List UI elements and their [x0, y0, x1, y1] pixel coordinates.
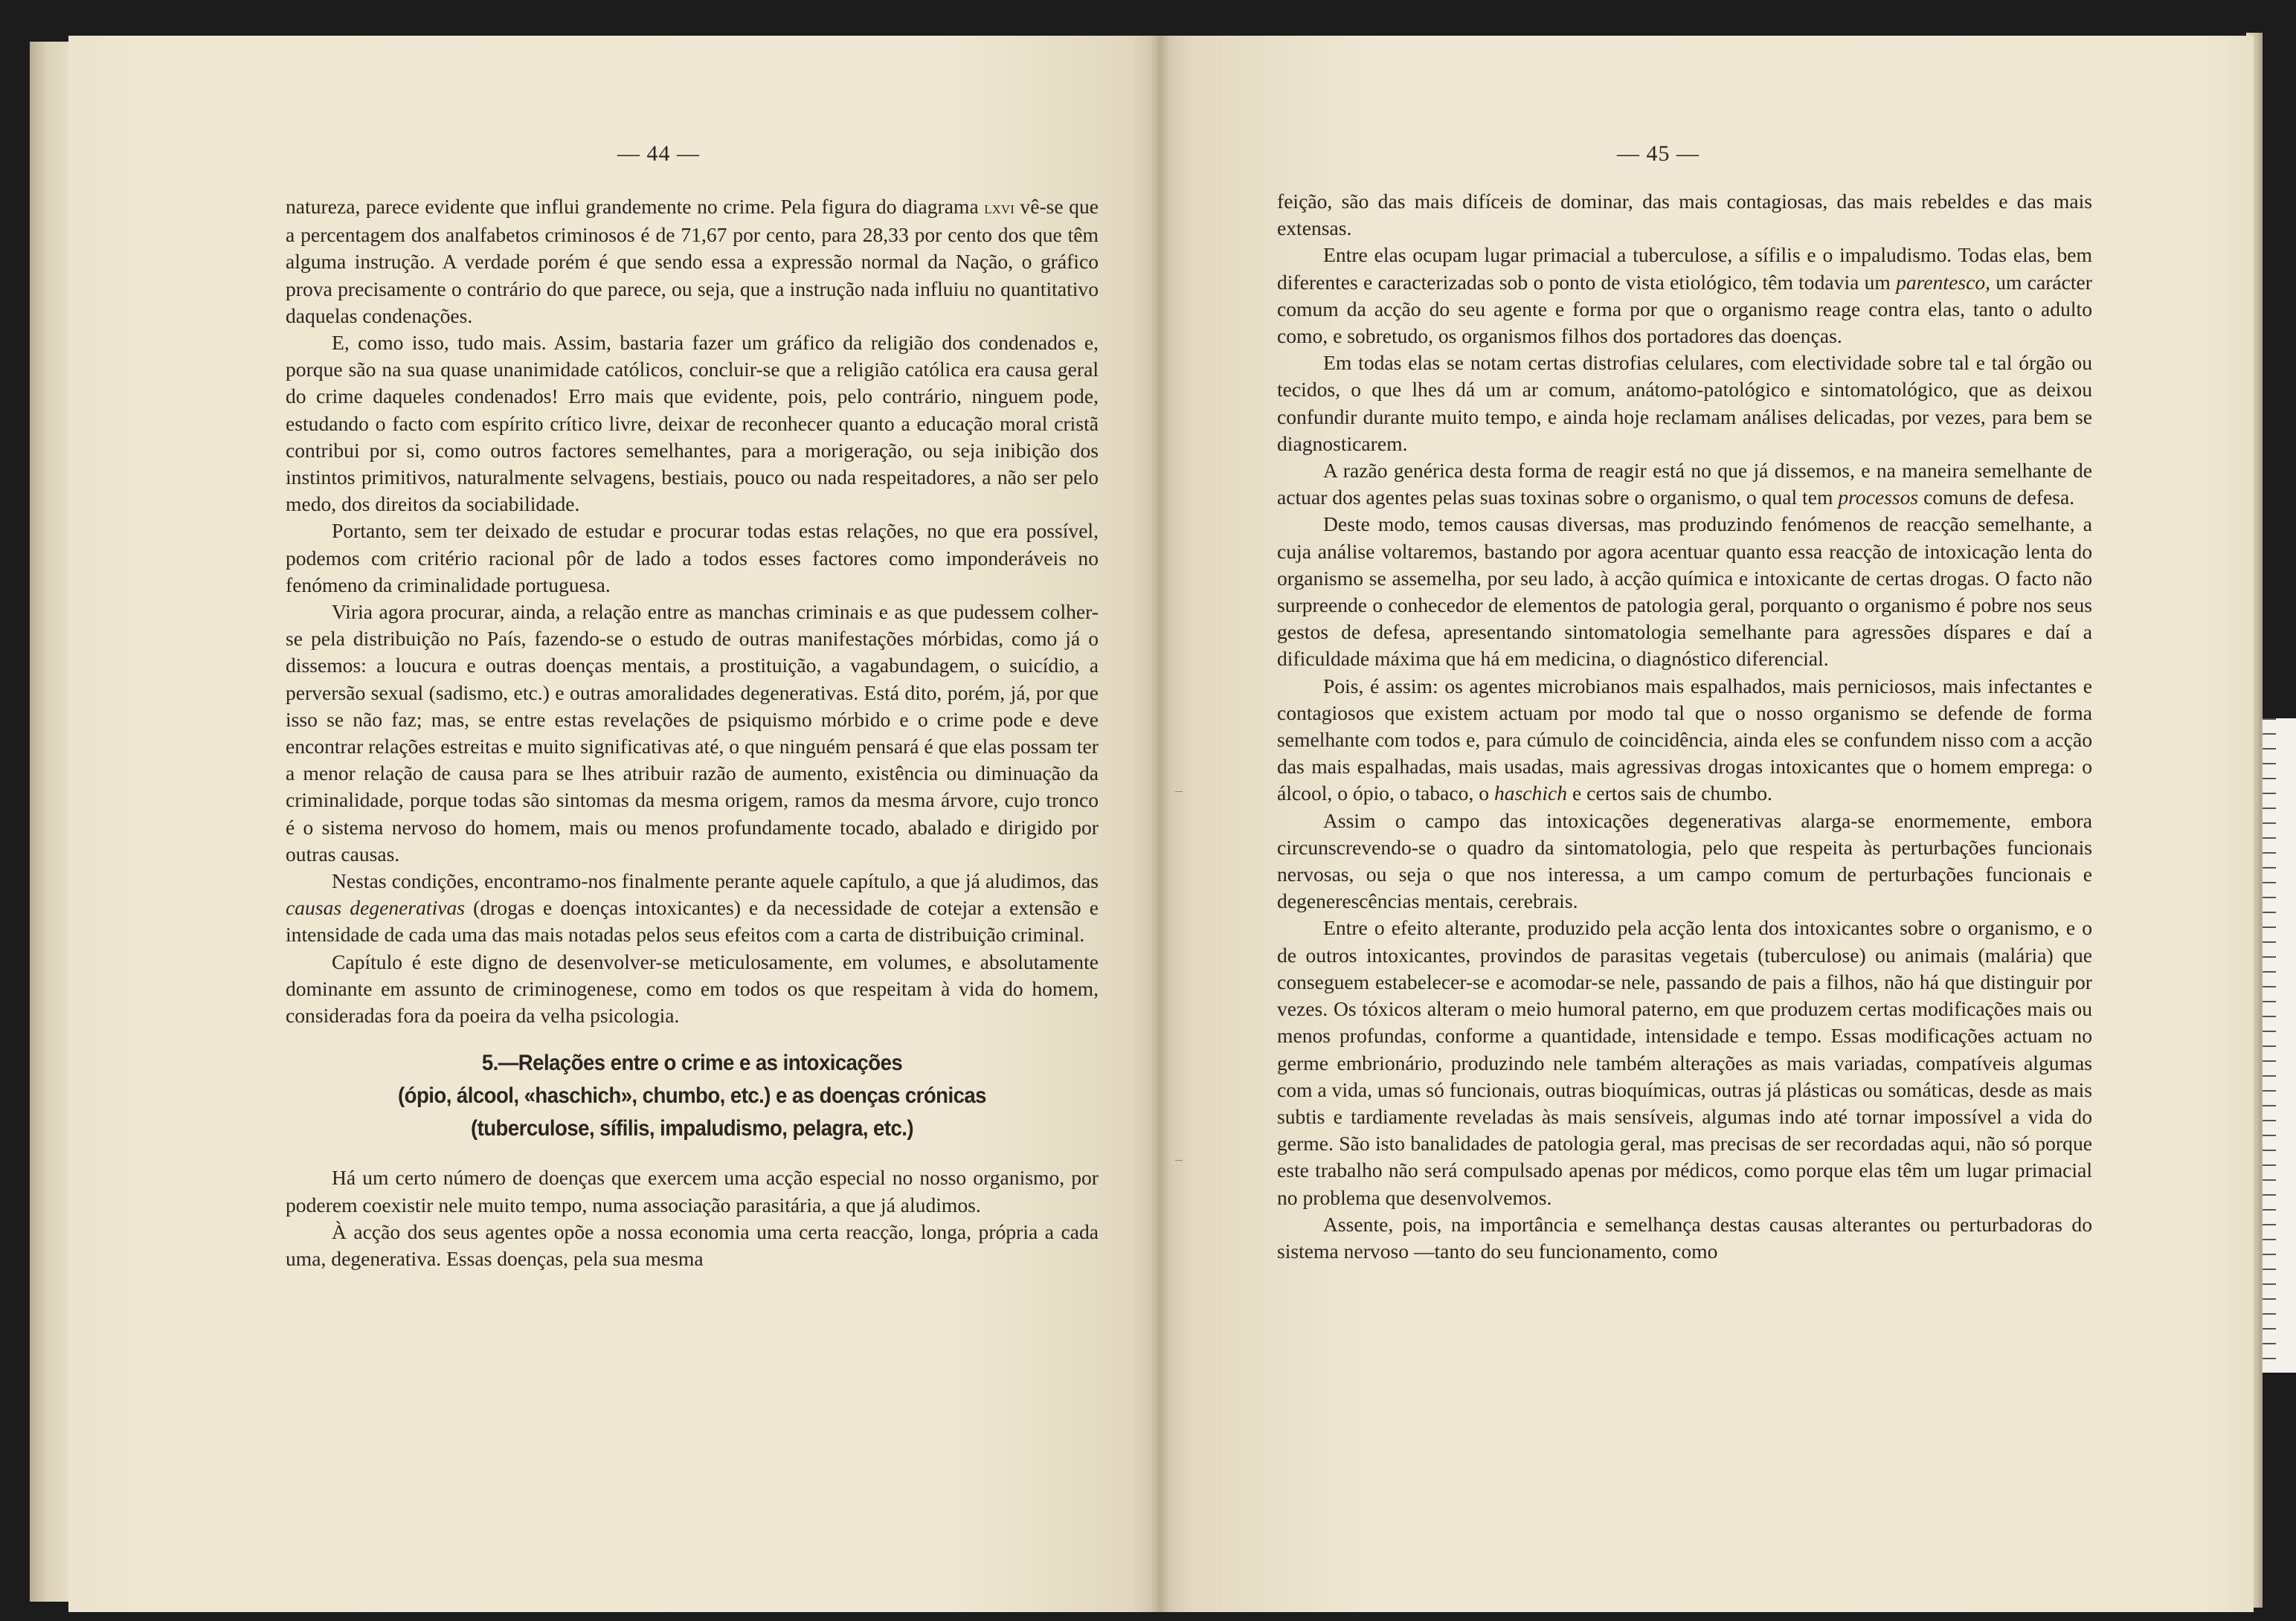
paragraph: Entre elas ocupam lugar primacial a tuberculose, a sífilis e o impaludismo. Todas elas, bem diferentes e caracterizadas sob o ponto de vista etiológico, têm todavia um parentesco, um carácter comum da acção do seu agente e forma por que o organismo reage contra elas, tanto o adulto como, e sobretudo, os organismos filhos dos portadores das doenças.	[1277, 243, 2092, 348]
color-scale-strip	[2262, 718, 2296, 1373]
paragraph: feição, são das mais difíceis de dominar, das mais contagiosas, das mais rebeldes e das mais extensas.	[1277, 190, 2092, 240]
paragraph: A razão genérica desta forma de reagir está no que já dissemos, e na maneira semelhante de actuar dos agentes pelas suas toxinas sobre o organismo, o qual tem processos comuns de defesa.	[1277, 459, 2092, 509]
left-page	[68, 36, 1160, 1612]
paragraph: Pois, é assim: os agentes microbianos mais espalhados, mais perniciosos, mais infectantes e contagiosos que existem actuam por modo tal que o nosso organismo se defende de forma semelhante com todos e, para cúmulo de coincidência, ainda eles se confundem nisso com a acção das mais espalhadas, mais usadas, mais agressivas drogas intoxicantes que o homem emprega: o álcool, o ópio, o tabaco, o haschich e certos sais de chumbo.	[1277, 674, 2092, 805]
paragraph: À acção dos seus agentes opõe a nossa economia uma certa reacção, longa, própria a cada uma, degenerativa. Essas doenças, pela sua mesma	[286, 1219, 1099, 1270]
page-stack-edge-left	[30, 42, 74, 1602]
paragraph: Há um certo número de doenças que exercem uma acção especial no nosso organismo, por poderem coexistir nele muito tempo, numa associação parasitária, a que já aludimos.	[286, 1166, 1099, 1216]
paragraph: Nestas condições, encontramo-nos finalmente perante aquele capítulo, a que já aludimos, das causas degenerativas (drogas e doenças intoxicantes) e da necessidade de cotejar a extensão e intensidade de cada uma das mais notadas pelos seus efeitos com a carta de distribuição criminal.	[286, 869, 1099, 947]
paragraph: Viria agora procurar, ainda, a relação entre as manchas criminais e as que pudessem colher-se pela distribuição no País, fazendo-se o estudo de outras manifestações mórbidas, como já o dissemos: a loucura e outras doenças mentais, a prostituição, a vagabundagem, o suicídio, a perversão sexual (sadismo, etc.) e outras amoralidades degenerativas. Está dito, porém, já, por que isso se não faz; mas, se entre estas revelações de psiquismo mórbido e o crime pode e deve encontrar relações estreitas e muito significativas até, o que ninguém pensará é que elas possam ter a menor relação de causa para se lhes atribuir razão de aumento, existência ou diminuação da criminalidade, porque todas são sintomas da mesma origem, ramos da mesma árvore, cujo tronco é o sistema nervoso do homem, mais ou menos profundamente tocado, abalado e dirigido por outras causas.	[286, 600, 1099, 866]
section-heading: 5.—Relações entre o crime e as intoxicações (ópio, álcool, «haschich», chumbo, etc.) e as doenças crónicas (tuberculose, sífilis, impaludismo, pelagra, etc.)	[398, 1051, 986, 1141]
italic-term: processos	[1838, 486, 1919, 509]
left-page-body	[286, 193, 1099, 1272]
roman-numeral: lxvi	[984, 199, 1014, 218]
italic-term: parentesco,	[1896, 270, 1991, 294]
paragraph: Assente, pois, na importância e semelhança destas causas alterantes ou perturbadoras do sistema nervoso —tanto do seu funcionamento, como	[1277, 1212, 2092, 1263]
right-page	[1160, 36, 2254, 1612]
paragraph: E, como isso, tudo mais. Assim, bastaria fazer um gráfico da religião dos condenados e, porque são na sua quase unanimidade católicos, concluir-se que a religião católica era causa geral do crime daqueles condenados! Erro mais que evidente, pois, pelo contrário, ninguem pode, estudando o facto com espírito crítico livre, deixar de reconhecer quanto a educação moral cristã contribui por si, como outros factores semelhantes, para a morigeração, ou seja inibição dos instintos primitivos, naturalmente selvagens, bestiais, pouco ou nada respeitadores, a não ser pelo medo, dos direitos da sociabilidade.	[286, 331, 1099, 516]
gutter-mark	[1175, 1160, 1183, 1161]
paragraph: natureza, parece evidente que influi grandemente no crime. Pela figura do diagrama lxvi vê-se que a percentagem dos analfabetos criminosos é de 71,67 por cento, para 28,33 por cento dos que têm alguma instrução. A verdade porém é que sendo essa a expressão normal da Nação, o gráfico prova precisamente o contrário do que parece, ou seja, que a instrução nada influiu no quantitativo daquelas condenações.	[286, 195, 1099, 327]
paragraph: Portanto, sem ter deixado de estudar e procurar todas estas relações, no que era possível, podemos com critério racional pôr de lado a todos esses factores como imponderáveis no fenómeno da criminalidade portuguesa.	[286, 519, 1099, 596]
page-number-left: — 44 —	[617, 141, 700, 166]
page-number-right: — 45 —	[1617, 141, 1700, 166]
book-gutter	[1150, 36, 1171, 1612]
paragraph: Em todas elas se notam certas distrofias celulares, com electividade sobre tal e tal órgão ou tecidos, o que lhes dá um ar comum, anátomo-patológico e sintomatológico, que as deixou confundir durante muito tempo, e ainda hoje reclamam análises delicadas, por vezes, para bem se diagnosticarem.	[1277, 351, 2092, 455]
italic-term: causas degenerativas	[286, 896, 466, 920]
right-page-body	[1277, 188, 2092, 1265]
italic-term: haschich	[1493, 782, 1568, 805]
paragraph: Entre o efeito alterante, produzido pela acção lenta dos intoxicantes sobre o organismo, e o de outros intoxicantes, provindos de parasitas vegetais (tuberculose) ou animais (malária) que conseguem estabelecer-se e acomodar-se nele, passando de pais a filhos, não há que distinguir por vezes. Os tóxicos alteram o meio humoral paterno, em que produzem certas modificações mais ou menos profundas, conforme a quantidade, intensidade e tempo. Essas modificações actuam no germe embrionário, produzindo nele também alterações as mais variadas, compatíveis algumas com a vida, umas só funcionais, outras bioquímicas, outras já plásticas ou somáticas, desde as mais subtis e tardiamente reveladas às mais sensíveis, algumas indo até tornar impossível a vida do germe. São isto banalidades de patologia geral, mas precisas de ser recordadas aqui, não só porque este trabalho não será compulsado apenas por médicos, como porque elas têm um lugar primacial no problema que desenvolvemos.	[1277, 916, 2092, 1209]
gutter-mark	[1175, 791, 1183, 792]
paragraph: Assim o campo das intoxicações degenerativas alarga-se enormemente, embora circunscrevendo-se o quadro da sintomatologia, pelo que respeita às perturbações funcionais nervosas, ou seja o que nos interessa, a um campo comum de perturbações funcionais e degenerescências mentais, cerebrais.	[1277, 808, 2092, 913]
paragraph: Capítulo é este digno de desenvolver-se meticulosamente, em volumes, e absolutamente dominante em assunto de criminogenese, como em todos os que respeitam à vida do homem, consideradas fora da poeira da velha psicologia.	[286, 950, 1099, 1028]
paragraph: Deste modo, temos causas diversas, mas produzindo fenómenos de reacção semelhante, a cuja análise voltaremos, bastando por agora acentuar quanto essa reacção de intoxicação lenta do organismo se assemelha, por seu lado, à acção química e intoxicante de certas drogas. O facto não surpreende o conhecedor de elementos de patologia geral, porquanto o organismo é pobre nos seus gestos de defesa, apresentando sintomatologia semelhante para agressões díspares e daí a dificuldade máxima que há em medicina, o diagnóstico diferencial.	[1277, 512, 2092, 671]
